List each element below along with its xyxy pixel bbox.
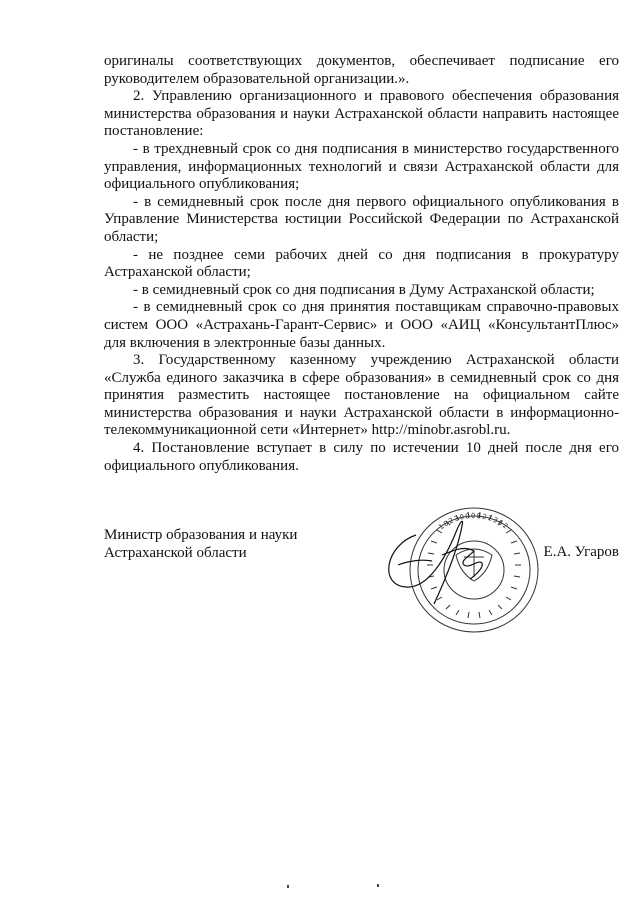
scan-mark — [377, 884, 379, 887]
text-line: министерства образования и науки Астраханской области направить настоящее — [104, 105, 619, 122]
text-line: постановление: — [104, 123, 204, 140]
scan-mark — [287, 885, 289, 888]
text-line: «Служба единого заказчика в сфере образования» в семидневный срок со дня — [104, 369, 619, 386]
text-line: принятия разместить настоящее постановление на официальном сайте — [104, 387, 619, 404]
list-item: - в семидневный срок после дня первого официального опубликования в — [133, 193, 619, 210]
text-line: систем ООО «Астрахань-Гарант-Сервис» и ООО «АИЦ «КонсультантПлюс» — [104, 316, 619, 333]
text-line: телекоммуникационной сети «Интернет» http://minobr.asrobl.ru. — [104, 422, 511, 439]
text-line: области; — [104, 228, 159, 245]
text-line: официального опубликования. — [104, 457, 299, 474]
text-line: официального опубликования; — [104, 176, 300, 193]
list-item: - в трехдневный срок со дня подписания в министерство государственного — [133, 140, 619, 157]
text-line: оригиналы соответствующих документов, обеспечивает подписание его — [104, 53, 619, 69]
paragraph-3: 3. Государственному казенному учреждению Астраханской области — [133, 352, 619, 369]
text-line: управления, информационных технологий и связи Астраханской области для — [104, 158, 619, 175]
list-item: - не позднее семи рабочих дней со дня подписания в прокуратуру — [133, 246, 619, 263]
minister-title-line: Астраханской области — [104, 544, 247, 561]
list-item: - в семидневный срок со дня принятия поставщикам справочно-правовых — [133, 299, 619, 316]
paragraph-4: 4. Постановление вступает в силу по истечении 10 дней после дня его — [133, 440, 619, 457]
text-line: Астраханской области; — [104, 264, 251, 281]
signature-block — [104, 511, 619, 637]
minister-title — [104, 527, 297, 562]
text-line: Управление Министерства юстиции Российской Федерации по Астраханской — [104, 211, 619, 228]
paragraph-2: 2. Управлению организационного и правового обеспечения образования — [133, 88, 619, 105]
stamp-ogrn: 1023000821362 — [437, 511, 511, 532]
stamp-text — [437, 512, 510, 531]
document-body — [104, 53, 619, 475]
text-line: министерства образования и науки Астраханской области в информационно- — [104, 404, 619, 421]
minister-title-line: Министр образования и науки — [104, 527, 298, 543]
text-line: для включения в электронные базы данных. — [104, 334, 386, 351]
list-item: - в семидневный срок со дня подписания в Думу Астраханской области; — [133, 281, 595, 298]
official-seal-stamp — [376, 495, 556, 645]
text-line: руководителем образовательной организации.». — [104, 70, 410, 87]
minister-name: Е.А. Угаров — [543, 544, 619, 560]
